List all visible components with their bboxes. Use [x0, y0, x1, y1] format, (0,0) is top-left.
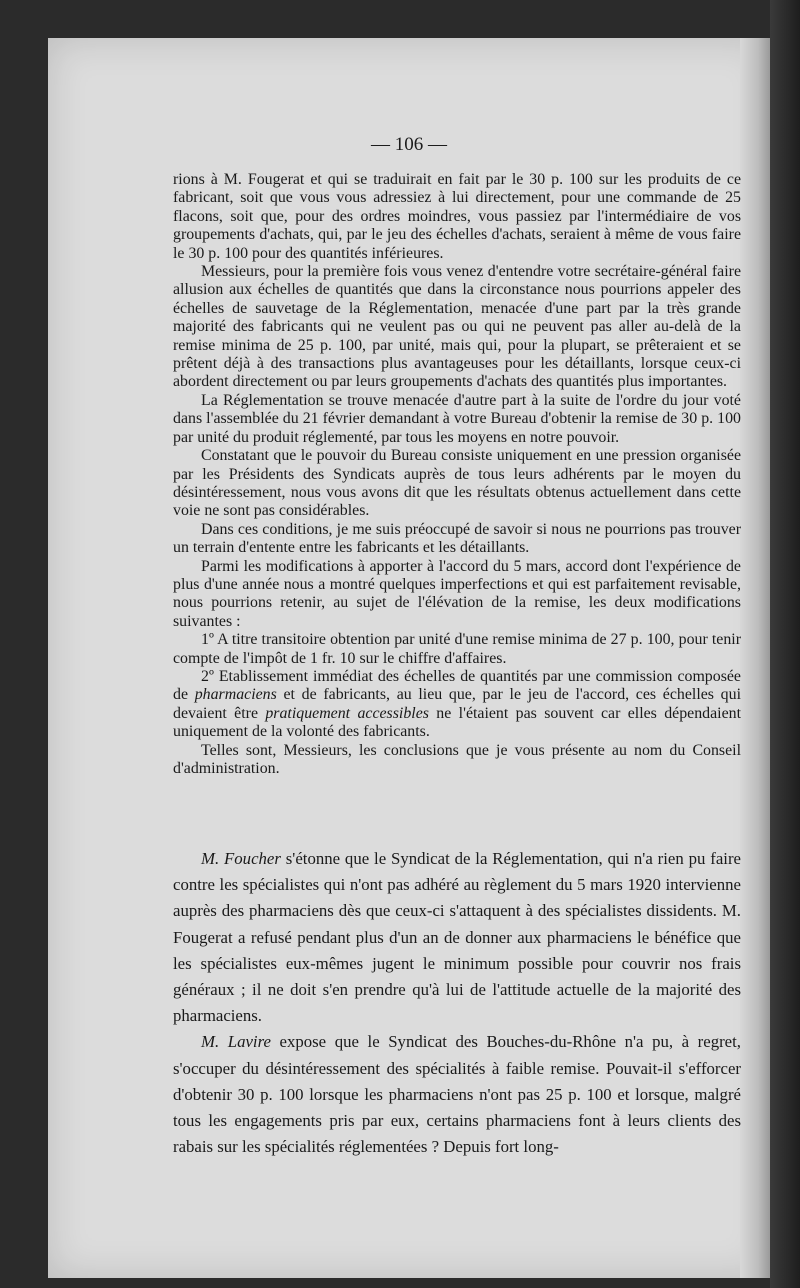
speaker-name: M. Lavire: [201, 1032, 271, 1052]
debate-paragraph-foucher: [173, 846, 741, 1029]
document-page: [48, 38, 770, 1278]
speaker-text: s'étonne que le Syndicat de la Réglementation, qui n'a rien pu faire contre les spécialistes qui n'ont pas adhéré au règlement du 5 mars 1920 intervienne auprès des pharmaciens dès que ceux-ci s'attaquent à des spécialistes dissidents. M. Fougerat a refusé pendant plus d'un an de donner aux pharmaciens le bénéfice que les spécialistes eux-mêmes jugent le minimum possible pour couvrir nos frais généraux ; il ne doit s'en prendre qu'à lui de l'attitude actuelle de la majorité des pharmaciens.: [173, 849, 741, 1026]
page-edge-shadow: [740, 38, 770, 1278]
report-paragraph-1: rions à M. Fougerat et qui se traduirait en fait par le 30 p. 100 sur les produits de ce fabricant, soit que vous vous adressiez à lui directement, pour une commande de 25 flacons, soit que, pour des ordres moindres, vous passiez par l'intermédiaire de vos groupements d'achats, qui, par le jeu des échelles d'achats, seraient à même de vous faire le 30 p. 100 pour des quantités inférieures.: [173, 171, 741, 262]
item2-text-c: ne l'étaient pas souvent car elles dépendaient uniquement de la volonté des fabricants.: [173, 704, 741, 741]
item2-text-a: 2º Etablissement immédiat des échelles de quantités par une commission composée de: [173, 667, 741, 704]
report-item-1: 1º A titre transitoire obtention par unité d'une remise minima de 27 p. 100, pour tenir compte de l'impôt de 1 fr. 10 sur le chiffre d'affaires.: [173, 631, 741, 667]
report-paragraph-5: Dans ces conditions, je me suis préoccupé de savoir si nous ne pourrions pas trouver un terrain d'entente entre les fabricants et les détaillants.: [173, 520, 741, 557]
item2-text-b: et de fabricants, au lieu que, par le jeu de l'accord, ces échelles qui devaient être: [173, 686, 741, 722]
page-number: — 106 —: [371, 134, 447, 155]
report-paragraph-6: Parmi les modifications à apporter à l'accord du 5 mars, accord dont l'expérience de plus d'une année nous a montré quelques imperfections et qui est parfaitement revisable, nous pourrions retenir, au sujet de l'élévation de la remise, les deux modifications suivantes :: [173, 557, 741, 630]
report-paragraph-2: Messieurs, pour la première fois vous venez d'entendre votre secrétaire-général faire allusion aux échelles de quantités que dans la circonstance nous pourrions appeler des échelles de sauvetage de la Réglementation, menacée d'une part par la très grande majorité des fabricants qui ne veulent pas ou qui ne peuvent pas aller au-delà de la remise minima de 25 p. 100, par unité, mais qui, pour la plupart, se prêteraient et se prêtent déjà à des transactions plus avantageuses pour les détaillants, lorsque ceux-ci abordent directement ou par leurs groupements d'achats des quantités plus importantes.: [173, 263, 741, 391]
debate-text: [173, 846, 741, 1160]
scan-background-strip: [770, 0, 800, 1288]
report-paragraph-3: La Réglementation se trouve menacée d'autre part à la suite de l'ordre du jour voté dans l'assemblée du 21 février demandant à votre Bureau d'obtenir la remise de 30 p. 100 par unité du produit réglementé, par tous les moyens en notre pouvoir.: [173, 391, 741, 446]
report-item-2: [173, 668, 741, 742]
item2-emphasis-accessibles: pratiquement accessibles: [265, 704, 429, 722]
report-closing: Telles sont, Messieurs, les conclusions que je vous présente au nom du Conseil d'administration.: [173, 741, 741, 777]
debate-paragraph-lavire: [173, 1029, 741, 1160]
item2-emphasis-pharmaciens: pharmaciens: [194, 686, 277, 704]
speaker-text: expose que le Syndicat des Bouches-du-Rhône n'a pu, à regret, s'occuper du désintéressement des spécialités à faible remise. Pouvait-il s'efforcer d'obtenir 30 p. 100 lorsque les pharmaciens n'ont pas 25 p. 100 et lorsque, malgré tous les engagements pris par eux, certains pharmaciens font à leurs clients des rabais sur les spécialités réglementées ? Depuis fort long-: [173, 1032, 741, 1157]
report-text: [173, 171, 741, 778]
speaker-name: M. Foucher: [201, 849, 281, 868]
report-paragraph-4: Constatant que le pouvoir du Bureau consiste uniquement en une pression organisée par les Présidents des Syndicats auprès de tous leurs adhérents par le moyen du désintéressement, nous vous avons dit que les résultats obtenus actuellement dans cette voie ne sont pas considérables.: [173, 447, 741, 520]
